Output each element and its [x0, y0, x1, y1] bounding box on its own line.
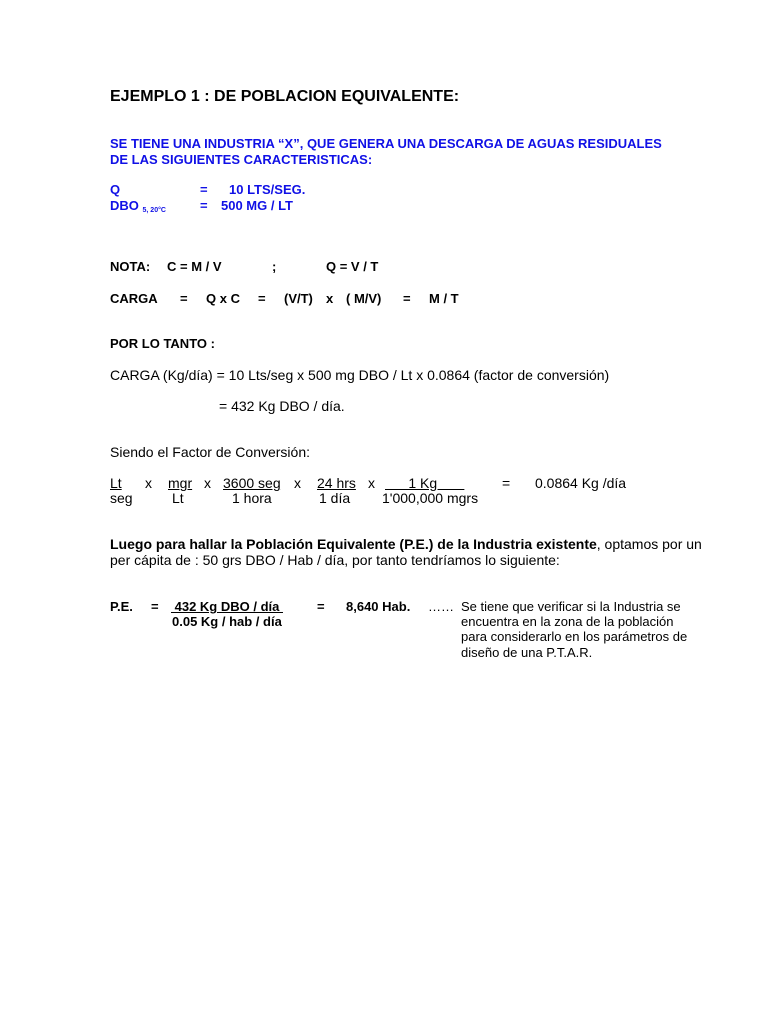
nota-separator: ; — [272, 259, 277, 274]
carga-mv: ( M/V) — [346, 291, 382, 306]
dbo-equals: = — [200, 198, 208, 213]
dbo-subscript: 5, 20°C — [142, 207, 166, 214]
carga-mt: M / T — [429, 291, 459, 306]
factor-num-2: mgr — [168, 475, 193, 491]
factor-den-2: Lt — [172, 490, 184, 506]
pe-note-line-2: encuentra en la zona de la población — [461, 614, 674, 629]
pe-result: 8,640 Hab. — [346, 599, 411, 614]
factor-times-2: x — [204, 475, 211, 491]
nota-c-formula: C = M / V — [167, 259, 222, 274]
luego-bold-text: Luego para hallar la Población Equivalente (P.E.) de la Industria existente — [110, 536, 597, 552]
factor-result: 0.0864 Kg /día — [535, 475, 627, 491]
nota-label: NOTA: — [110, 259, 151, 274]
carga-label: CARGA — [110, 291, 158, 306]
factor-den-4: 1 día — [319, 490, 351, 506]
intro-line-2: DE LAS SIGUIENTES CARACTERISTICAS: — [110, 152, 373, 167]
pe-equals-2: = — [317, 599, 325, 614]
luego-rest-text: , optamos por un — [596, 536, 702, 552]
carga-calc-line-2: = 432 Kg DBO / día. — [219, 398, 345, 414]
luego-line-1 — [110, 536, 702, 552]
factor-times-4: x — [368, 475, 375, 491]
factor-num-4: 24 hrs — [317, 475, 356, 491]
factor-heading: Siendo el Factor de Conversión: — [110, 444, 310, 460]
factor-num-1: Lt — [110, 475, 122, 491]
factor-times-1: x — [145, 475, 152, 491]
page-title: EJEMPLO 1 : DE POBLACION EQUIVALENTE: — [110, 88, 460, 105]
pe-numerator: 432 Kg DBO / día — [171, 599, 283, 614]
pe-equals-1: = — [151, 599, 159, 614]
carga-qxc: Q x C — [206, 291, 240, 306]
carga-times: x — [326, 291, 334, 306]
pe-dots: …… — [428, 599, 454, 614]
nota-q-formula: Q = V / T — [326, 259, 379, 274]
pe-note-line-4: diseño de una P.T.A.R. — [461, 645, 593, 660]
carga-eq-1: = — [180, 291, 188, 306]
carga-calc-line-1: CARGA (Kg/día) = 10 Lts/seg x 500 mg DBO / Lt x 0.0864 (factor de conversión) — [110, 367, 610, 383]
q-label: Q — [110, 182, 121, 197]
dbo-label-text: DBO — [110, 198, 139, 213]
factor-num-3: 3600 seg — [223, 475, 281, 491]
pe-denominator: 0.05 Kg / hab / día — [172, 614, 282, 629]
carga-eq-2: = — [258, 291, 266, 306]
factor-times-3: x — [294, 475, 301, 491]
factor-den-5: 1'000,000 mgrs — [382, 490, 479, 506]
dbo-label — [110, 198, 166, 214]
pe-note-line-1: Se tiene que verificar si la Industria se — [461, 599, 681, 614]
factor-equals: = — [502, 475, 511, 491]
factor-den-1: seg — [110, 490, 133, 506]
carga-eq-3: = — [403, 291, 411, 306]
factor-num-5: 1 Kg — [385, 475, 465, 491]
pe-note-line-3: para considerarlo en los parámetros de — [461, 629, 688, 644]
q-equals: = — [200, 182, 208, 197]
dbo-value: 500 MG / LT — [221, 198, 293, 213]
carga-vt: (V/T) — [284, 291, 313, 306]
por-lo-tanto: POR LO TANTO : — [110, 336, 215, 351]
pe-label: P.E. — [110, 599, 133, 614]
q-value: 10 LTS/SEG. — [229, 182, 306, 197]
intro-line-1: SE TIENE UNA INDUSTRIA “X”, QUE GENERA UNA DESCARGA DE AGUAS RESIDUALES — [110, 136, 662, 151]
factor-den-3: 1 hora — [232, 490, 272, 506]
luego-line-2: per cápita de : 50 grs DBO / Hab / día, por tanto tendríamos lo siguiente: — [110, 552, 560, 568]
